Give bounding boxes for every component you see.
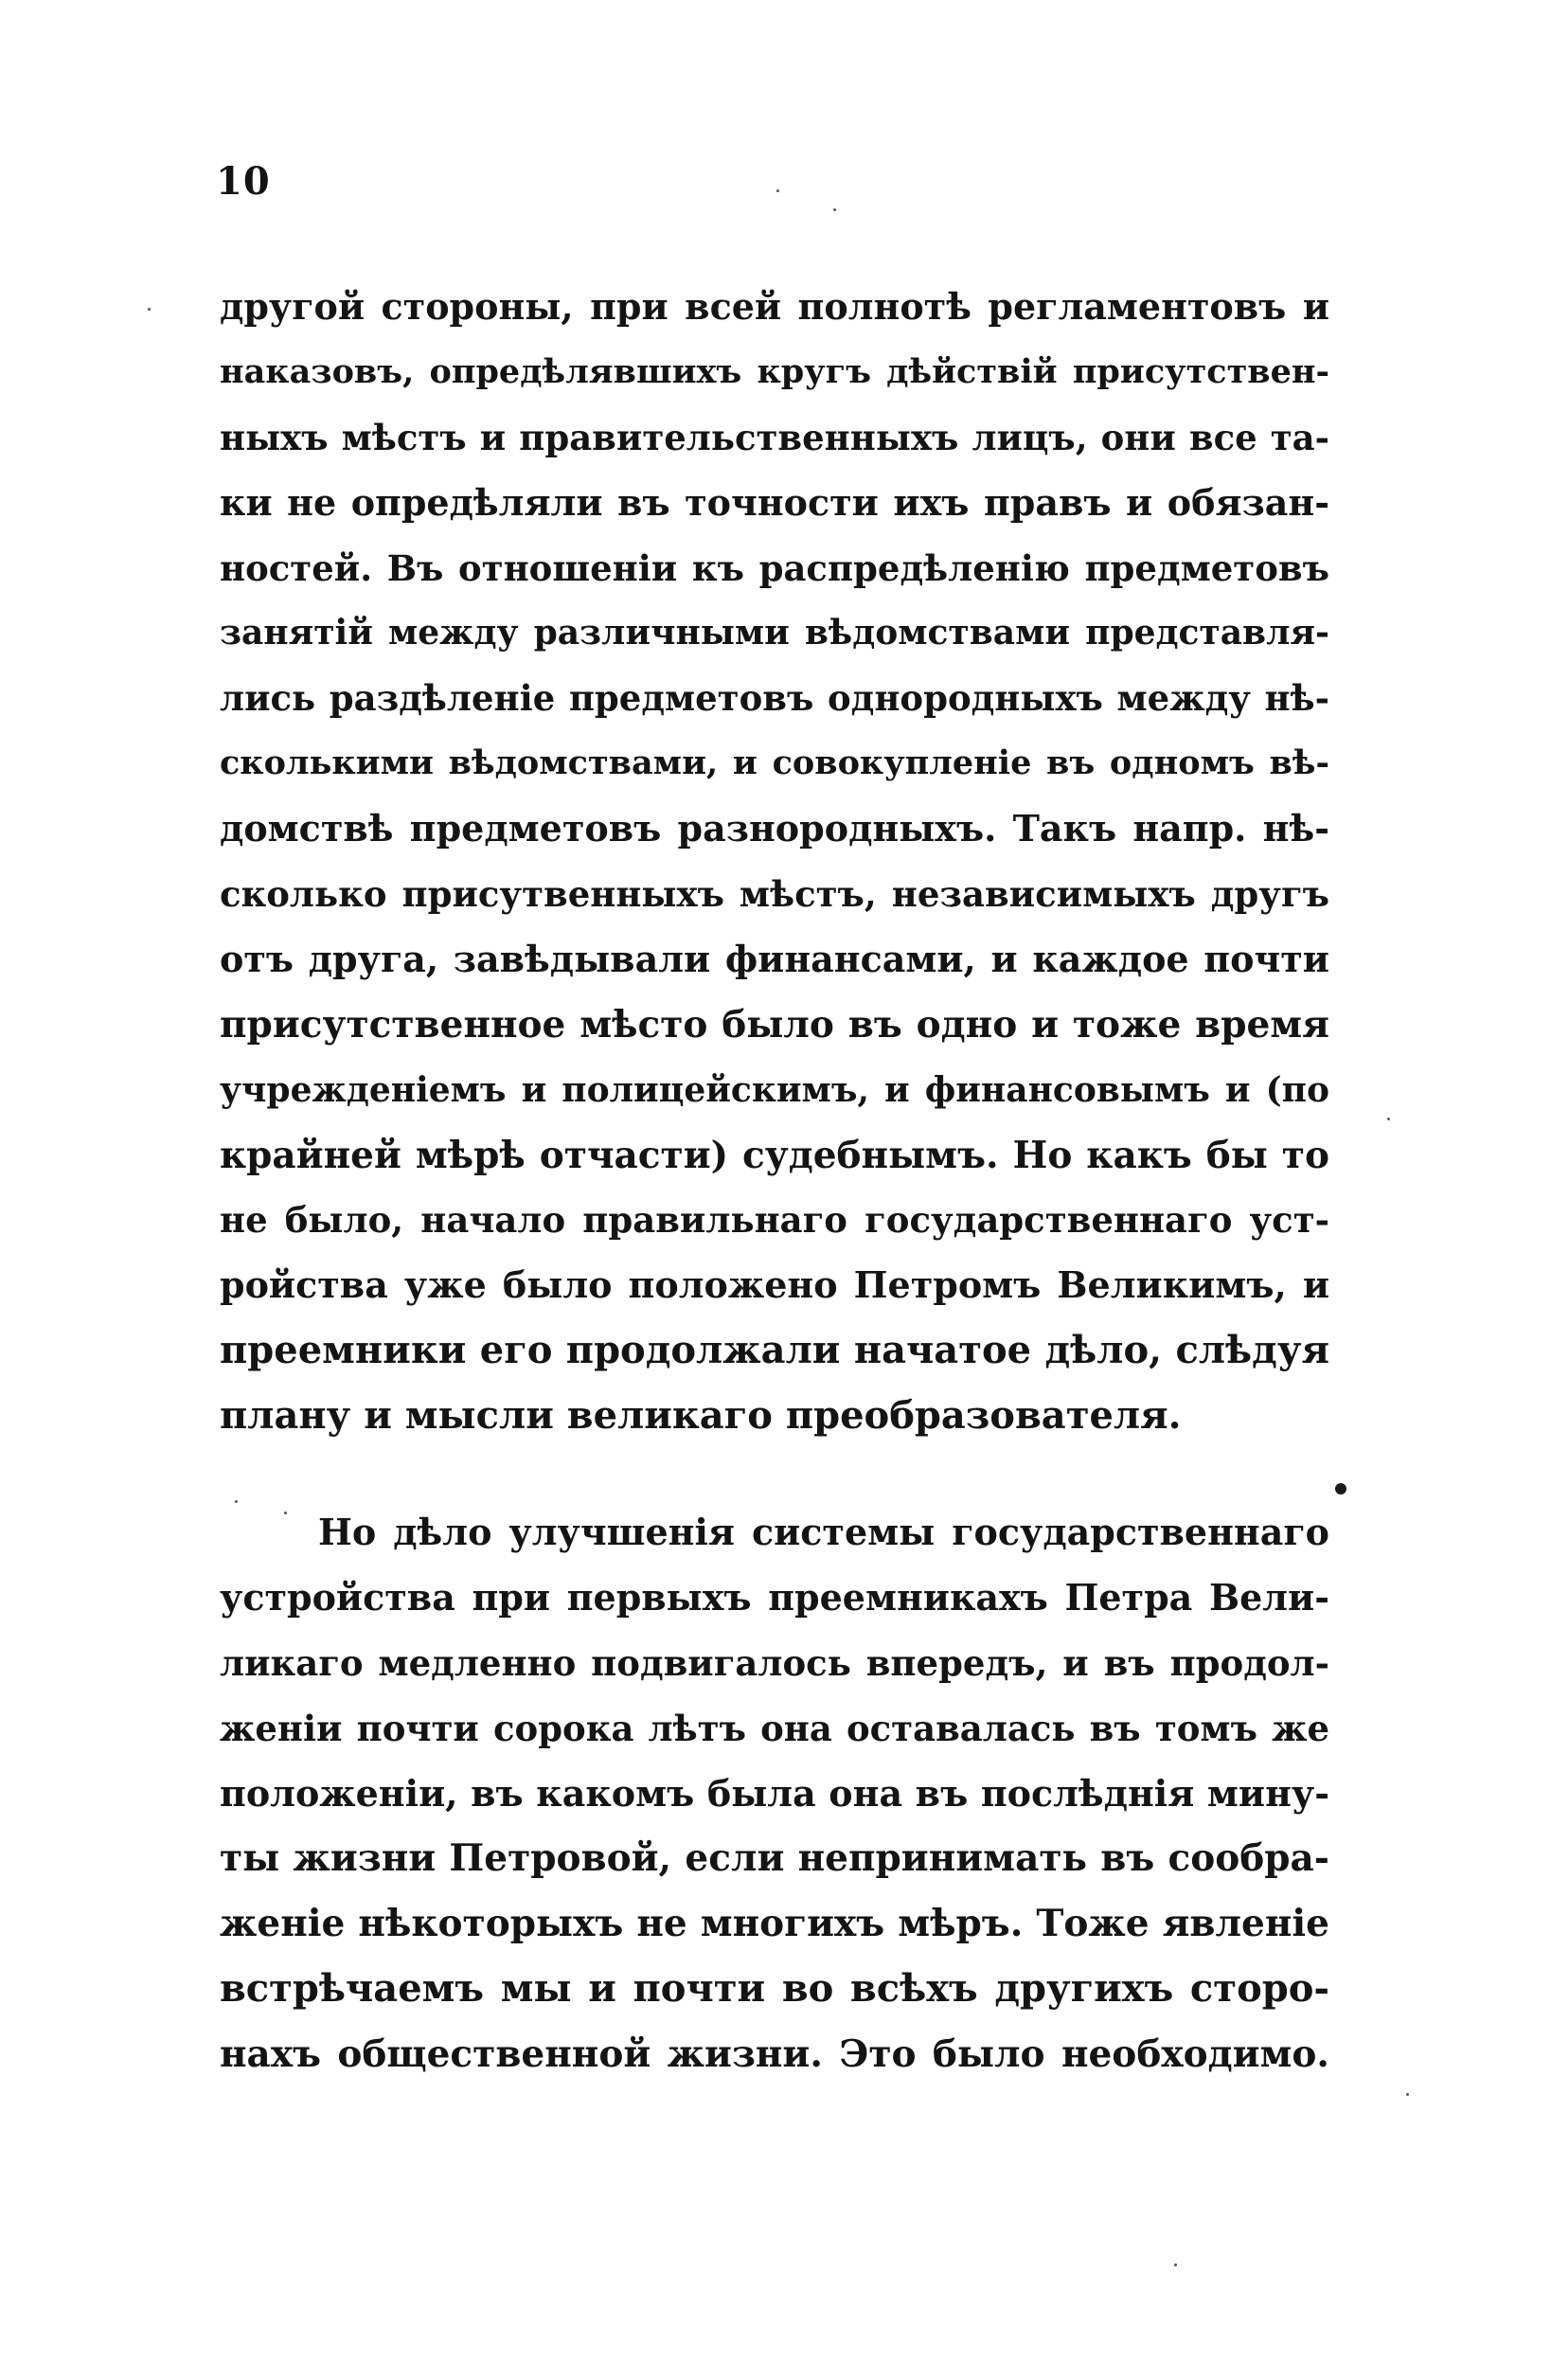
- scan-speck: [1174, 2264, 1177, 2266]
- text-line: ты жизни Петровой, если непринимать въ сообра-: [220, 1836, 1329, 1881]
- text-line: устройства при первыхъ преемникахъ Петра Вели-: [220, 1575, 1329, 1619]
- text-line: женіи почти сорока лѣтъ она оставалась въ томъ же: [220, 1707, 1329, 1749]
- text-line: занятій между различными вѣдомствами представля-: [220, 613, 1329, 653]
- paragraph-1: [220, 275, 1329, 1449]
- text-line: нахъ общественной жизни. Это было необходимо.: [220, 2032, 1329, 2077]
- text-line: женіе нѣкоторыхъ не многихъ мѣръ. Тоже явленіе: [220, 1902, 1329, 1946]
- text-line: другой стороны, при всей полнотѣ регламентовъ и: [220, 285, 1329, 328]
- text-line: наказовъ, опредѣлявшихъ кругъ дѣйствій присутствен-: [220, 351, 1329, 391]
- ink-dot: [1335, 1483, 1346, 1494]
- scan-speck: [284, 1512, 287, 1514]
- text-line: ныхъ мѣстъ и правительственныхъ лицъ, они все та-: [220, 416, 1329, 458]
- text-line: не было, начало правильнаго государственнаго уст-: [220, 1199, 1329, 1242]
- text-line: присутственное мѣсто было въ одно и тоже время: [220, 1002, 1329, 1047]
- paragraph-2: [220, 1500, 1329, 2087]
- scan-speck: [235, 1500, 238, 1503]
- text-line: преемники его продолжали начатое дѣло, слѣдуя: [220, 1328, 1329, 1373]
- text-line: встрѣчаемъ мы и почти во всѣхъ другихъ сторо-: [220, 1966, 1329, 2012]
- text-line: ликаго медленно подвигалось впередъ, и въ продол-: [220, 1641, 1329, 1684]
- text-line: плану и мысли великаго преобразователя.: [220, 1393, 1182, 1439]
- text-line: Но дѣло улучшенія системы государственнаго: [318, 1511, 1329, 1553]
- scan-speck: [776, 189, 779, 192]
- text-line: лись раздѣленіе предметовъ однородныхъ между нѣ-: [220, 677, 1329, 720]
- text-line: домствѣ предметовъ разнородныхъ. Такъ напр. нѣ-: [220, 807, 1329, 850]
- text-line: положеніи, въ какомъ была она въ послѣднія мину-: [220, 1771, 1329, 1815]
- scan-speck: [1387, 1118, 1390, 1120]
- text-line: ностей. Въ отношеніи къ распредѣленію предметовъ: [220, 546, 1329, 589]
- scan-speck: [833, 208, 836, 211]
- scan-speck: [148, 308, 151, 311]
- text-line: ройства уже было положено Петромъ Великимъ, и: [220, 1263, 1329, 1307]
- text-line: отъ друга, завѣдывали финансами, и каждое почти: [220, 937, 1329, 980]
- text-line: сколькими вѣдомствами, и совокупленіе въ одномъ вѣ-: [220, 743, 1329, 783]
- text-line: сколько присутвенныхъ мѣстъ, независимыхъ другъ: [220, 873, 1329, 916]
- page-number: 10: [216, 159, 271, 204]
- scan-speck: [1406, 2093, 1409, 2096]
- text-line: учрежденіемъ и полицейскимъ, и финансовымъ и (по: [220, 1069, 1329, 1110]
- text-line: ки не опредѣляли въ точности ихъ правъ и обязан-: [220, 480, 1329, 524]
- text-line: крайней мѣрѣ отчасти) судебнымъ. Но какъ бы то: [220, 1133, 1329, 1177]
